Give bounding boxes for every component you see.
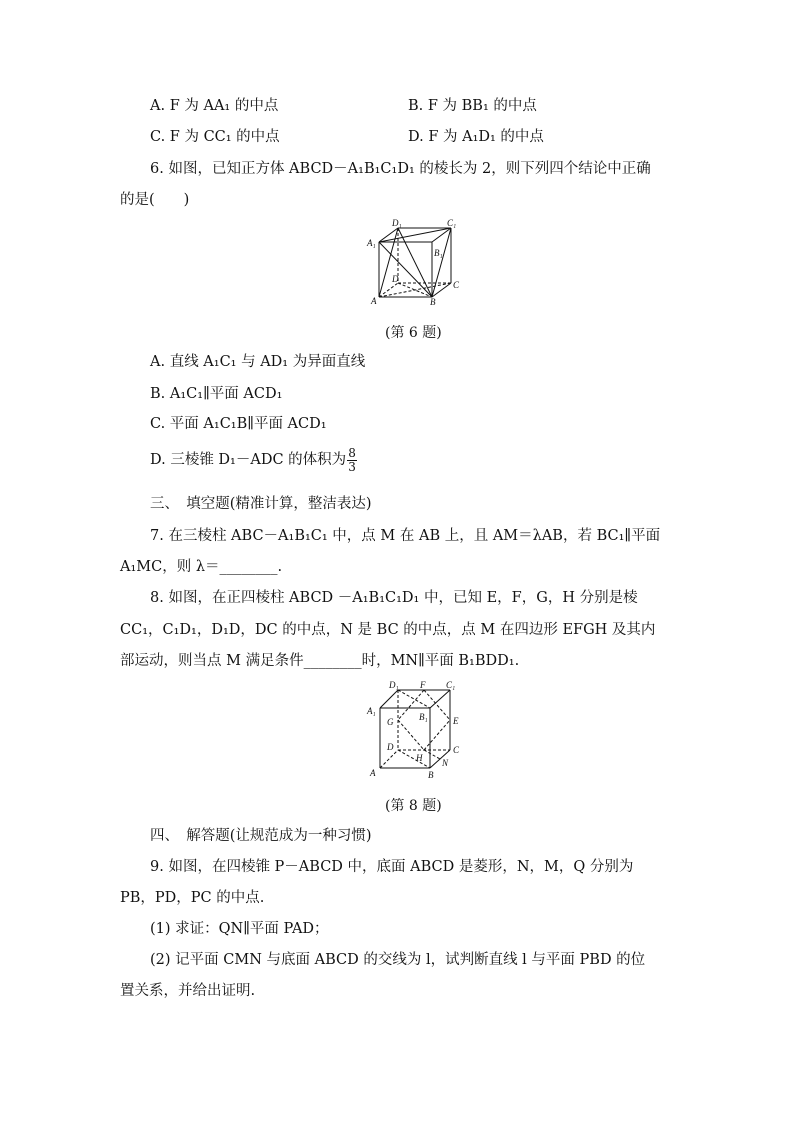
q9-part-2-line1: (2) 记平面 CMN 与底面 ABCD 的交线为 l，试判断直线 l 与平面 PBD 的位 [150,952,646,968]
label-B1: B₁ [419,712,428,722]
q8-stem-line1: 8. 如图，在正四棱柱 ABCD －A₁B₁C₁D₁ 中，已知 E，F，G，H 分别是棱 [150,590,638,606]
label-A1: A₁ [367,238,376,248]
q5-option-a: A. F 为 AA₁ 的中点 [150,98,279,114]
section-3-heading: 三、 填空题(精准计算，整洁表达) [150,496,372,512]
q7-stem-line1: 7. 在三棱柱 ABC－A₁B₁C₁ 中，点 M 在 AB 上，且 AM＝λAB，若 BC₁∥平面 [150,528,661,544]
q9-part-2-line2: 置关系，并给出证明. [120,983,256,999]
q8-prism-figure [362,678,466,782]
label-D: D [392,274,399,284]
label-C1: C₁ [446,680,456,690]
q6-option-d-text: D. 三棱锥 D₁－ADC 的体积为 [150,452,347,468]
q7-stem-line2: A₁MC，则 λ＝________. [120,559,283,575]
label-N: N [442,758,449,768]
q5-option-b: B. F 为 BB₁ 的中点 [408,98,537,114]
prism-diagram [362,678,466,782]
fraction-numerator: 8 [348,445,356,460]
label-A: A [371,296,377,306]
label-E: E [453,716,459,726]
section-4-heading: 四、 解答题(让规范成为一种习惯) [150,828,372,844]
label-B: B [428,770,434,780]
label-A1: A₁ [367,706,376,716]
q5-option-c: C. F 为 CC₁ 的中点 [150,129,280,145]
label-F: F [420,680,426,690]
q6-stem-line2: 的是( ) [120,192,190,208]
q8-stem-line3: 部运动，则当点 M 满足条件________时，MN∥平面 B₁BDD₁. [120,653,520,669]
label-B1: B₁ [434,248,443,258]
label-G: G [387,717,394,727]
label-C: C [453,745,460,755]
label-A: A [370,768,376,778]
q6-option-d [150,446,357,474]
q6-option-c: C. 平面 A₁C₁B∥平面 ACD₁ [150,416,327,432]
q6-cube-figure [362,216,462,308]
q8-stem-line2: CC₁，C₁D₁，D₁D，DC 的中点，N 是 BC 的中点，点 M 在四边形 EFGH 及其内 [120,622,656,638]
q9-stem-line2: PB，PD，PC 的中点. [120,890,265,906]
q9-part-1: (1) 求证：QN∥平面 PAD； [150,921,329,937]
label-D1: D₁ [389,680,399,690]
fraction [347,447,357,474]
q6-option-a: A. 直线 A₁C₁ 与 AD₁ 为异面直线 [150,354,366,370]
label-H: H [416,753,423,763]
label-D1: D₁ [392,218,402,228]
label-D: D [387,742,394,752]
cube-diagram [362,216,462,308]
label-C1: C₁ [447,218,457,228]
fraction-denominator: 3 [348,459,356,474]
q5-option-d: D. F 为 A₁D₁ 的中点 [408,129,544,145]
label-B: B [430,297,436,307]
q6-figure-caption: (第 6 题) [385,325,442,341]
label-C: C [453,280,460,290]
q6-option-b: B. A₁C₁∥平面 ACD₁ [150,386,283,402]
q6-stem-line1: 6. 如图，已知正方体 ABCD－A₁B₁C₁D₁ 的棱长为 2，则下列四个结论中正确 [150,161,651,177]
q9-stem-line1: 9. 如图，在四棱锥 P－ABCD 中，底面 ABCD 是菱形，N，M，Q 分别为 [150,859,634,875]
q8-figure-caption: (第 8 题) [385,798,442,814]
